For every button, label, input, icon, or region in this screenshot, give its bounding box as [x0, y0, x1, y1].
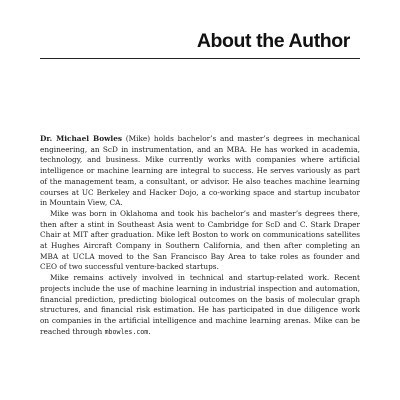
- author-website: mbowles.com: [104, 327, 149, 336]
- bio-paragraph-2: Mike was born in Oklahoma and took his bachelor’s and master’s degrees there, then after a stint in Southeast Asia went to Cambridge for ScD and C. Stark Draper Chair at MIT after graduation. Mike left Boston to work on communications satellites at Hughes Aircraft Company in Southern California, and then after completing an MBA at UCLA moved to the San Francisco Bay Area to take roles as founder and CEO of two successful venture-backed startups.: [40, 208, 360, 272]
- bio-paragraph-1: [40, 134, 360, 209]
- chapter-title: About the Author: [196, 30, 350, 52]
- closing-punctuation: .: [148, 326, 151, 336]
- bio-paragraph-3-text: Mike remains actively involved in technical and startup-related work. Recent projects include the use of machine learning in industrial inspection and automation, financial prediction, predicting biological outcomes on the basis of molecular graph structures, and financial risk estimation. He has participated in due diligence work on companies in the artificial intelligence and machine learning arenas. Mike can be reached through: [40, 273, 360, 336]
- title-rule: [40, 58, 360, 59]
- author-name: Dr. Michael Bowles: [40, 134, 123, 143]
- bio-paragraph-3: [40, 273, 360, 337]
- bio-paragraph-1-text: (Mike) holds bachelor’s and master’s degrees in mechanical engineering, an ScD in instrumentation, and an MBA. He has worked in academia, technology, and business. Mike currently works with companies where artificial intelligence or machine learning are integral to success. He serves variously as part of the management team, a consultant, or advisor. He also teaches machine learning courses at UC Berkeley and Hacker Dojo, a co-working space and startup incubator in Mountain View, CA.: [40, 134, 360, 208]
- author-bio: [40, 134, 360, 337]
